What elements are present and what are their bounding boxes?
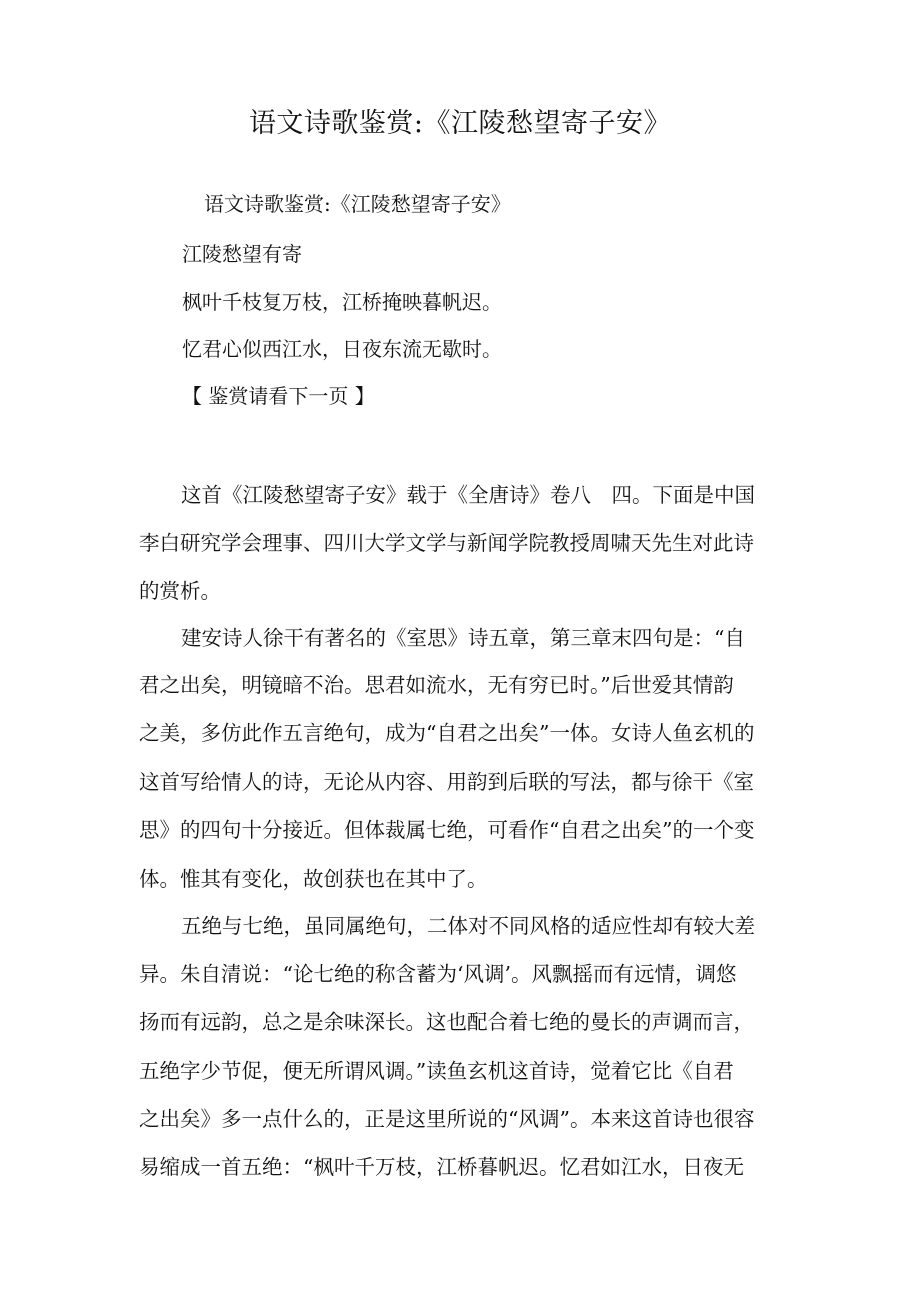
paragraph-line: 思》的四句十分接近。但体裁属七绝，可看作“自君之出矣”的一个变 <box>139 818 755 842</box>
paragraph-line: 五绝字少节促，便无所谓风调。”读鱼玄机这首诗，觉着它比《自君 <box>139 1059 734 1083</box>
paragraph-line: 体。惟其有变化，故创获也在其中了。 <box>139 867 488 891</box>
paragraph-line: 之出矣》多一点什么的，正是这里所说的“风调”。本来这首诗也很容 <box>139 1107 755 1131</box>
document-title: 语文诗歌鉴赏:《江陵愁望寄子安》 <box>248 108 672 139</box>
paragraph-line: 易缩成一首五绝：“枫叶千万枝，江桥暮帆迟。忆君如江水，日夜无 <box>139 1155 744 1179</box>
paragraph-line: 之美，多仿此作五言绝句，成为“自君之出矣”一体。女诗人鱼玄机的 <box>139 721 755 745</box>
paragraph-line: 这首《江陵愁望寄子安》载于《全唐诗》卷八 四。下面是中国 <box>181 483 755 507</box>
paragraph-line: 扬而有远韵，总之是余味深长。这也配合着七绝的曼长的声调而言， <box>139 1010 754 1034</box>
paragraph-line: 李白研究学会理事、四川大学文学与新闻学院教授周啸天先生对此诗 <box>139 531 754 555</box>
paragraph-line: 五绝与七绝，虽同属绝句，二体对不同风格的适应性却有较大差 <box>181 914 755 938</box>
poem-line: 枫叶千枝复万枝，江桥掩映暮帆迟。 <box>182 290 502 314</box>
poem-line: 忆君心似西江水，日夜东流无歇时。 <box>182 337 502 361</box>
appreciation-note: 【 鉴赏请看下一页 】 <box>182 384 375 408</box>
paragraph-line: 异。朱自清说：“论七绝的称含蓄为‘风调’。风飘摇而有远情，调悠 <box>139 962 737 986</box>
paragraph-line: 君之出矣，明镜暗不治。思君如流水，无有穷已时。”后世爱其情韵 <box>139 673 734 697</box>
document-subtitle: 语文诗歌鉴赏:《江陵愁望寄子安》 <box>204 192 511 216</box>
paragraph-line: 建安诗人徐干有著名的《室思》诗五章，第三章末四句是：“自 <box>181 626 745 650</box>
paragraph-line: 的赏析。 <box>139 579 221 603</box>
paragraph-line: 这首写给情人的诗，无论从内容、用韵到后联的写法，都与徐干《室 <box>139 770 754 794</box>
poem-heading: 江陵愁望有寄 <box>182 242 302 266</box>
